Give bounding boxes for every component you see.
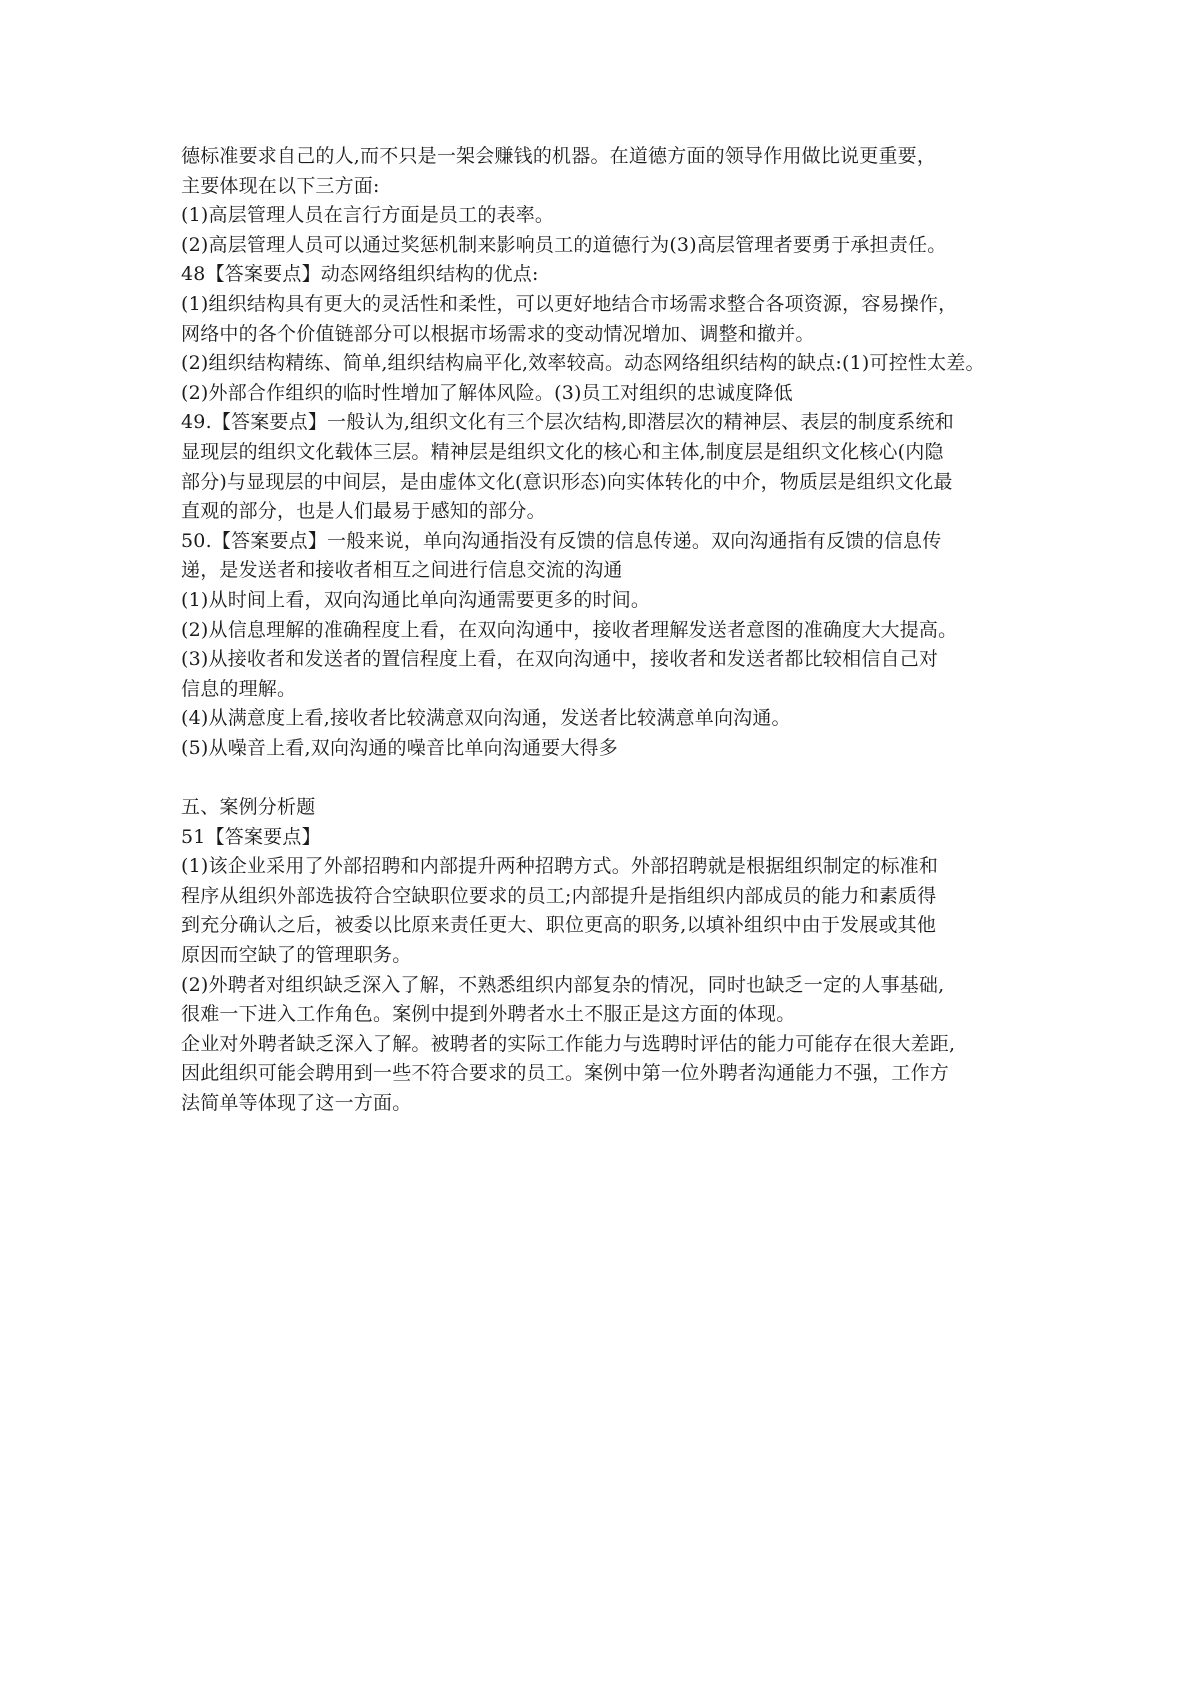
text-line: (2)从信息理解的准确程度上看，在双向沟通中，接收者理解发送者意图的准确度大大提高。 (181, 618, 958, 641)
answer-heading-51: 51【答案要点】 (181, 825, 321, 848)
text-line: (1)组织结构具有更大的灵活性和柔性，可以更好地结合市场需求整合各项资源，容易操作， (181, 292, 958, 315)
section-gap (181, 763, 1021, 793)
text-line: 主要体现在以下三方面: (181, 174, 380, 197)
text-line: (4)从满意度上看,接收者比较满意双向沟通，发送者比较满意单向沟通。 (181, 707, 791, 730)
text-line: 程序从组织外部选拔符合空缺职位要求的员工;内部提升是指组织内部成员的能力和素质得 (181, 884, 937, 907)
text-line: 因此组织可能会聘用到一些不符合要求的员工。案例中第一位外聘者沟通能力不强，工作方 (181, 1062, 950, 1085)
text-line: 直观的部分，也是人们最易于感知的部分。 (181, 500, 546, 523)
text-line: (1)从时间上看，双向沟通比单向沟通需要更多的时间。 (181, 588, 651, 611)
text-line: 网络中的各个价值链部分可以根据市场需求的变动情况增加、调整和撤并。 (181, 322, 815, 345)
text-line: 部分)与显现层的中间层，是由虚体文化(意识形态)向实体转化的中介，物质层是组织文化最 (181, 470, 953, 493)
text-line: (5)从噪音上看,双向沟通的噪音比单向沟通要大得多 (181, 736, 618, 759)
text-line: 法简单等体现了这一方面。 (181, 1092, 412, 1114)
text-line: 信息的理解。 (181, 677, 297, 700)
answer-heading-49: 49.【答案要点】一般认为,组织文化有三个层次结构,即潜层次的精神层、表层的制度系统和 (181, 411, 954, 434)
section-title: 五、案例分析题 (181, 796, 316, 819)
answer-heading-48: 48【答案要点】动态网络组织结构的优点: (181, 263, 539, 286)
text-line: (1)该企业采用了外部招聘和内部提升两种招聘方式。外部招聘就是根据组织制定的标准和 (181, 855, 939, 878)
text-line: 企业对外聘者缺乏深入了解。被聘者的实际工作能力与选聘时评估的能力可能存在很大差距, (181, 1032, 956, 1055)
text-line: 显现层的组织文化载体三层。精神层是组织文化的核心和主体,制度层是组织文化核心(内隐 (181, 440, 944, 463)
text-line: 递，是发送者和接收者相互之间进行信息交流的沟通 (181, 559, 623, 582)
text-line: 德标准要求自己的人,而不只是一架会赚钱的机器。在道德方面的领导作用做比说更重要， (181, 145, 937, 167)
answer-heading-50: 50.【答案要点】一般来说，单向沟通指没有反馈的信息传递。双向沟通指有反馈的信息传 (181, 529, 942, 552)
text-line: 原因而空缺了的管理职务。 (181, 944, 412, 967)
text-line: 很难一下进入工作角色。案例中提到外聘者水土不服正是这方面的体现。 (181, 1003, 796, 1026)
text-line: (2)外部合作组织的临时性增加了解体风险。(3)员工对组织的忠诚度降低 (181, 381, 793, 404)
text-line: (2)组织结构精练、简单,组织结构扁平化,效率较高。动态网络组织结构的缺点:(1)可控性太差。 (181, 352, 985, 375)
text-line: (2)高层管理人员可以通过奖惩机制来影响员工的道德行为(3)高层管理者要勇于承担责任。 (181, 233, 947, 256)
text-line: (3)从接收者和发送者的置信程度上看，在双向沟通中，接收者和发送者都比较相信自己对 (181, 648, 939, 671)
text-line: 到充分确认之后，被委以比原来责任更大、职位更高的职务,以填补组织中由于发展或其他 (181, 914, 937, 937)
text-line: (2)外聘者对组织缺乏深入了解，不熟悉组织内部复杂的情况，同时也缺乏一定的人事基础, (181, 973, 945, 996)
text-line: (1)高层管理人员在言行方面是员工的表率。 (181, 204, 555, 227)
document-body (181, 142, 1021, 1119)
